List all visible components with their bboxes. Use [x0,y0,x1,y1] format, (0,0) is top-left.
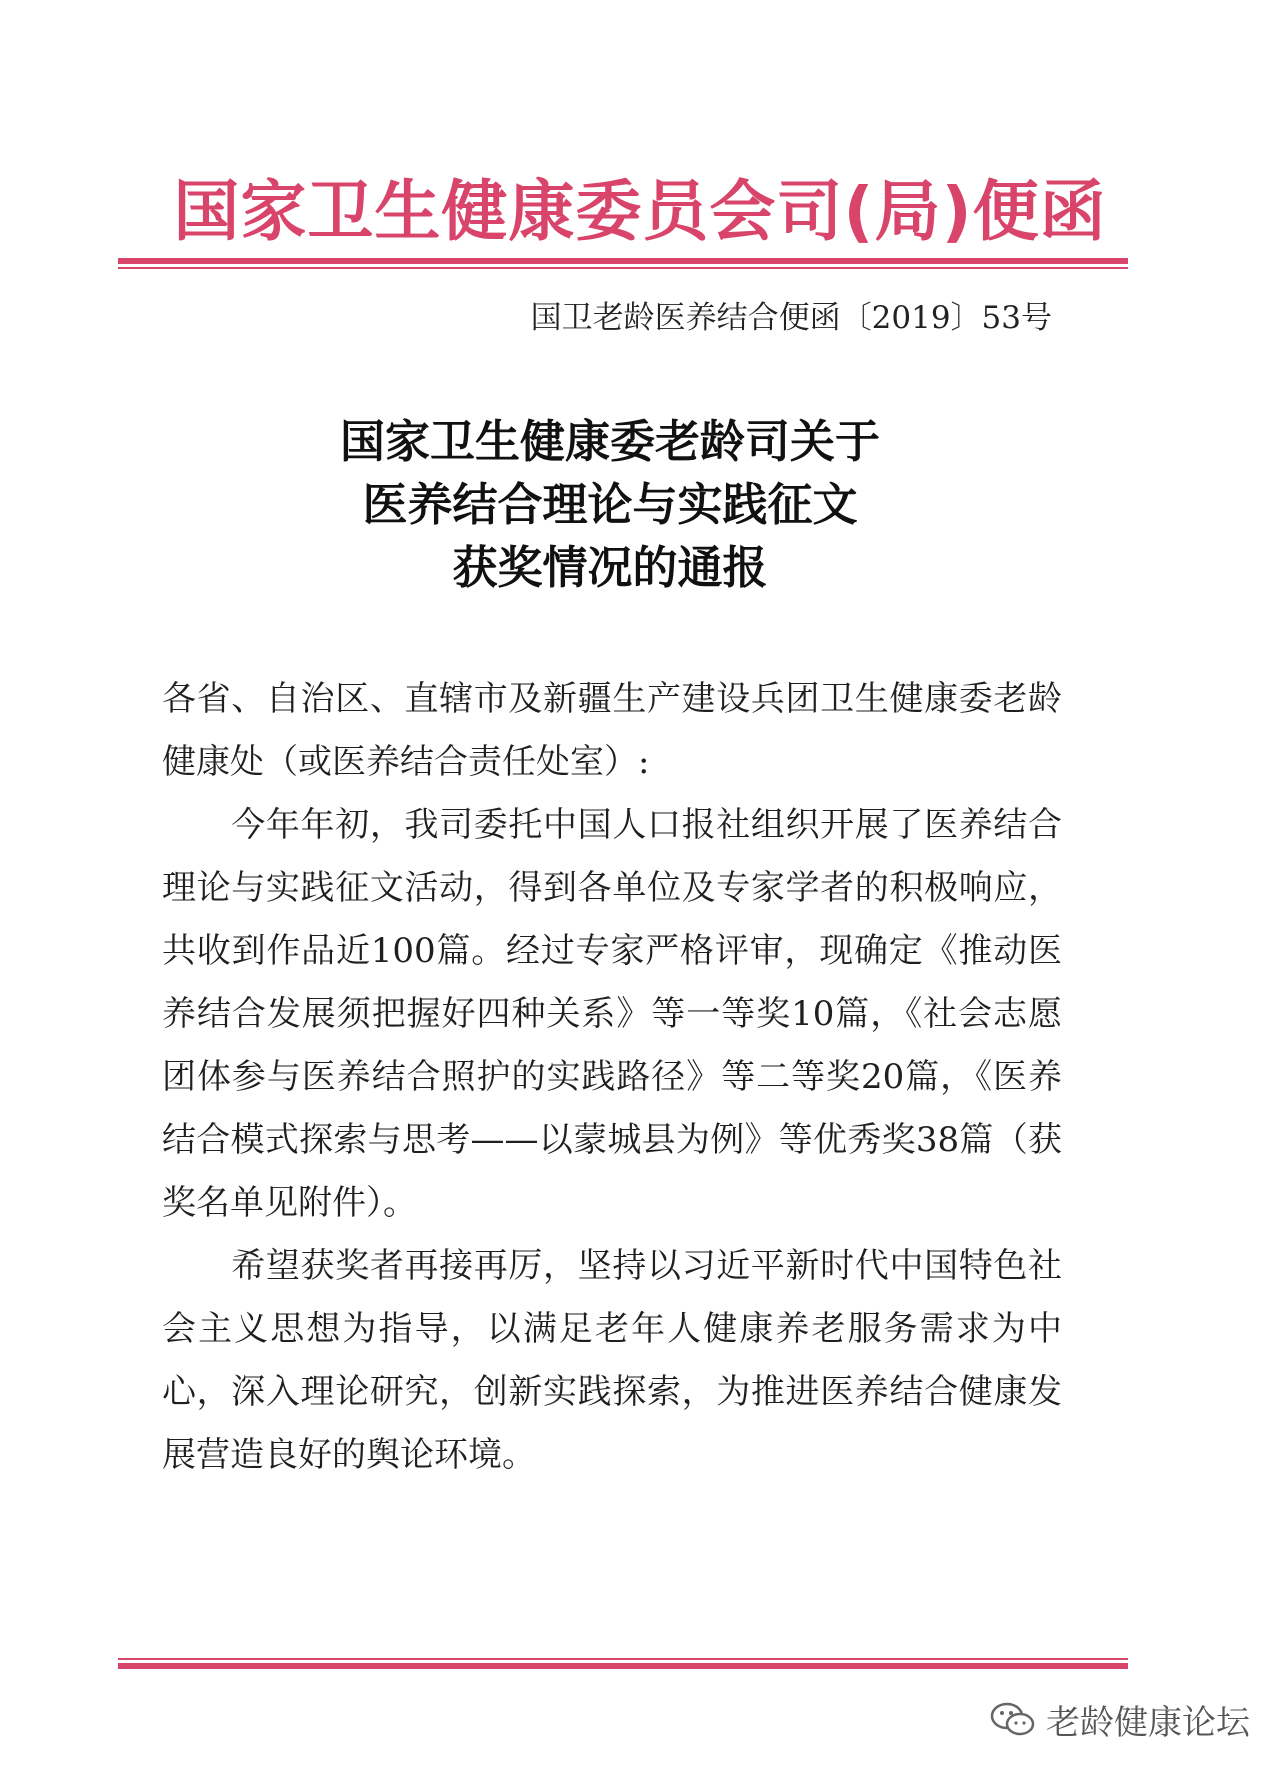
title-line: 获奖情况的通报 [452,541,768,594]
body-line: 今年年初，我司委托中国人口报社组织开展了医养结合 [162,805,1062,845]
body-line: 展营造良好的舆论环境。 [162,1435,536,1475]
footer-red-rule [118,1658,1128,1669]
letterhead-title: 国家卫生健康委员会司(局)便函 [173,173,1107,250]
title-line: 医养结合理论与实践征文 [362,478,858,531]
wechat-icon [990,1701,1036,1739]
body-line: 养结合发展须把握好四种关系》等一等奖10篇，《社会志愿 [162,994,1062,1034]
body-line: 结合模式探索与思考——以蒙城县为例》等优秀奖38篇（获 [162,1120,1062,1160]
body-line: 奖名单见附件）。 [162,1183,417,1223]
body-line: 共收到作品近100篇。经过专家严格评审，现确定《推动医 [162,931,1062,971]
watermark [990,1695,1250,1744]
document-number: 国卫老龄医养结合便函〔2019〕53号 [530,300,1052,336]
body-line: 各省、自治区、直辖市及新疆生产建设兵团卫生健康委老龄 [162,679,1062,719]
document-title [0,410,1220,599]
body-line: 希望获奖者再接再厉，坚持以习近平新时代中国特色社 [162,1246,1062,1286]
watermark-text: 老龄健康论坛 [1046,1703,1250,1743]
letterhead-red-rule [118,258,1128,269]
body-line: 会主义思想为指导，以满足老年人健康养老服务需求为中 [162,1309,1062,1349]
body-line: 团体参与医养结合照护的实践路径》等二等奖20篇，《医养 [162,1057,1062,1097]
body-line: 理论与实践征文活动，得到各单位及专家学者的积极响应， [162,868,1062,908]
body-line: 健康处（或医养结合责任处室）: [162,742,650,782]
body-line: 心，深入理论研究，创新实践探索，为推进医养结合健康发 [162,1372,1062,1412]
document-body [162,668,1062,1487]
title-line: 国家卫生健康委老龄司关于 [339,415,880,468]
